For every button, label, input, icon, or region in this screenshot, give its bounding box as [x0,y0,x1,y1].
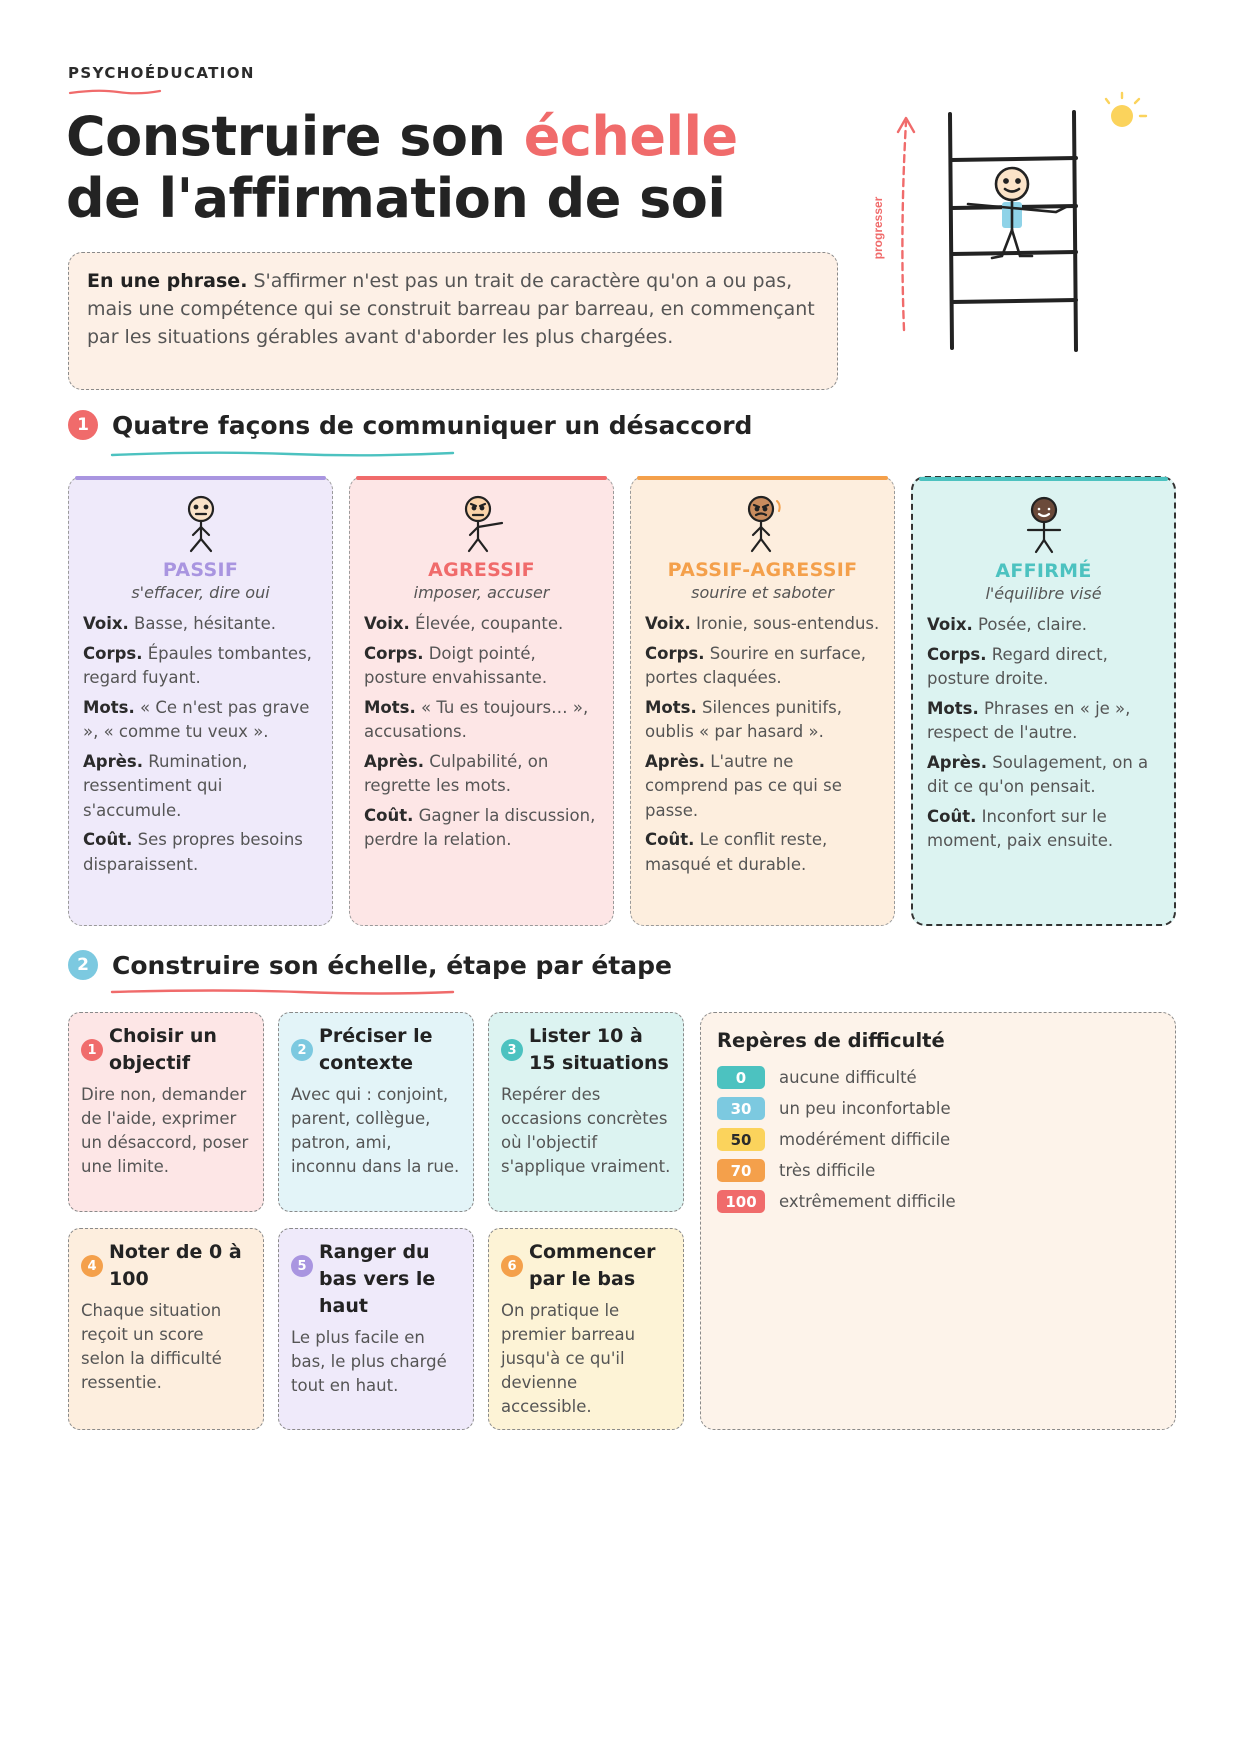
legend-row [717,1186,1159,1217]
style-line: Après. Culpabilité, on regrette les mots. [364,751,549,795]
arrow-label: progresser [871,196,885,260]
style-subtitle: sourire et saboter [691,583,834,602]
section-1-title: Quatre façons de communiquer un désaccord [112,410,753,440]
style-line: Corps. Sourire en surface, portes claquées. [645,643,867,687]
summary-lead: En une phrase. [87,270,248,292]
style-card-aggressive [349,476,614,926]
style-name: PASSIF [162,559,239,581]
summary-box [68,252,838,390]
style-line: Après. L'autre ne comprend pas ce qui se passe. [645,751,842,820]
section-2-header [68,950,672,980]
aggressive-face-icon [460,495,504,553]
style-line: Corps. Regard direct, posture droite. [927,644,1108,688]
style-line: Après. Rumination, ressentiment qui s'accumule. [83,751,248,820]
style-line: Voix. Élevée, coupante. [364,614,564,633]
style-line: Coût. Ses propres besoins disparaissent. [83,830,303,874]
style-name: AFFIRMÉ [995,560,1092,582]
step-card [68,1012,264,1212]
sun-icon [1106,93,1146,127]
style-line: Après. Soulagement, on a dit ce qu'on pensait. [927,752,1149,796]
legend-row [717,1124,1159,1155]
section-1-underline [110,450,455,458]
legend-chip: 70 [717,1159,765,1182]
step-card [488,1228,684,1430]
style-subtitle: l'équilibre visé [985,584,1102,603]
card-top-accent [637,476,888,480]
ladder-illustration [860,88,1160,368]
step-body: On pratique le premier barreau jusqu'à ce qu'il devienne accessible. [501,1301,636,1416]
style-line: Coût. Le conflit reste, masqué et durable. [645,830,828,874]
step-card [278,1228,474,1430]
style-line: Mots. « Ce n'est pas grave », « comme tu veux ». [83,697,310,741]
step-number: 1 [81,1039,103,1061]
legend-title: Repères de difficulté [717,1029,945,1052]
card-top-accent [75,476,326,480]
style-name: PASSIF-AGRESSIF [667,559,858,581]
section-1-number: 1 [68,410,98,440]
style-line: Mots. « Tu es toujours… », accusations. [364,697,589,741]
step-number: 6 [501,1255,523,1277]
legend-label: aucune difficulté [779,1068,917,1087]
step-body: Dire non, demander de l'aide, exprimer un désaccord, poser une limite. [81,1085,249,1176]
card-top-accent [356,476,607,480]
legend-row [717,1062,1159,1093]
style-line: Mots. Silences punitifs, oublis « par hasard ». [645,697,842,741]
section-2-underline [110,988,455,996]
step-card [68,1228,264,1430]
style-card-passive [68,476,333,926]
legend-row [717,1093,1159,1124]
title-part2: de l'affirmation de soi [66,167,726,230]
step-number: 3 [501,1039,523,1061]
legend-label: très difficile [779,1161,876,1180]
progress-arrow-icon [898,118,914,330]
style-line: Voix. Posée, claire. [927,615,1088,634]
step-title: Préciser le contexte [319,1025,433,1074]
title-part1: Construire son [66,105,524,168]
eyebrow-underline [68,88,162,96]
step-title: Choisir un objectif [109,1025,217,1074]
style-line: Coût. Gagner la discussion, perdre la relation. [364,805,596,849]
style-line: Voix. Basse, hésitante. [83,614,276,633]
step-title: Noter de 0 à 100 [109,1241,242,1290]
step-title: Ranger du bas vers le haut [319,1241,436,1317]
climber-figure-icon [968,168,1068,258]
legend-chip: 100 [717,1190,765,1213]
card-top-accent [919,477,1168,481]
assertive-face-icon [1022,496,1066,554]
passive-face-icon [179,495,223,553]
style-line: Corps. Épaules tombantes, regard fuyant. [83,643,312,687]
legend-label: un peu inconfortable [779,1099,951,1118]
step-body: Avec qui : conjoint, parent, collègue, patron, ami, inconnu dans la rue. [291,1085,460,1176]
summary-text: S'affirmer n'est pas un trait de caractère qu'on a ou pas, mais une compétence qui se construit barreau par barreau, en commençant par les situations gérables avant d'aborder les plus chargées. [87,270,815,348]
section-2-title: Construire son échelle, étape par étape [112,950,672,980]
style-line: Mots. Phrases en « je », respect de l'autre. [927,698,1131,742]
section-2-number: 2 [68,950,98,980]
style-subtitle: s'effacer, dire oui [131,583,270,602]
section-1-header [68,410,752,440]
style-line: Voix. Ironie, sous-entendus. [645,614,880,633]
title-accent: échelle [523,105,738,168]
legend-chip: 0 [717,1066,765,1089]
step-title: Commencer par le bas [529,1241,656,1290]
legend-label: modérément difficile [779,1130,951,1149]
step-body: Chaque situation reçoit un score selon la difficulté ressentie. [81,1301,222,1392]
step-number: 2 [291,1039,313,1061]
page-title [66,106,738,230]
step-body: Repérer des occasions concrètes où l'objectif s'applique vraiment. [501,1085,671,1176]
passive-aggressive-face-icon [741,495,785,553]
step-number: 4 [81,1255,103,1277]
difficulty-legend [700,1012,1176,1430]
style-subtitle: imposer, accuser [413,583,550,602]
step-number: 5 [291,1255,313,1277]
step-body: Le plus facile en bas, le plus chargé tout en haut. [291,1328,447,1395]
step-card [278,1012,474,1212]
step-card [488,1012,684,1212]
legend-label: extrêmement difficile [779,1192,956,1211]
legend-chip: 50 [717,1128,765,1151]
style-line: Coût. Inconfort sur le moment, paix ensuite. [927,806,1114,850]
style-name: AGRESSIF [428,559,535,581]
legend-row [717,1155,1159,1186]
style-line: Corps. Doigt pointé, posture envahissante. [364,643,548,687]
style-card-assertive [911,476,1176,926]
eyebrow-label: PSYCHOÉDUCATION [68,64,255,82]
step-title: Lister 10 à 15 situations [529,1025,669,1074]
legend-chip: 30 [717,1097,765,1120]
style-card-passive-aggressive [630,476,895,926]
